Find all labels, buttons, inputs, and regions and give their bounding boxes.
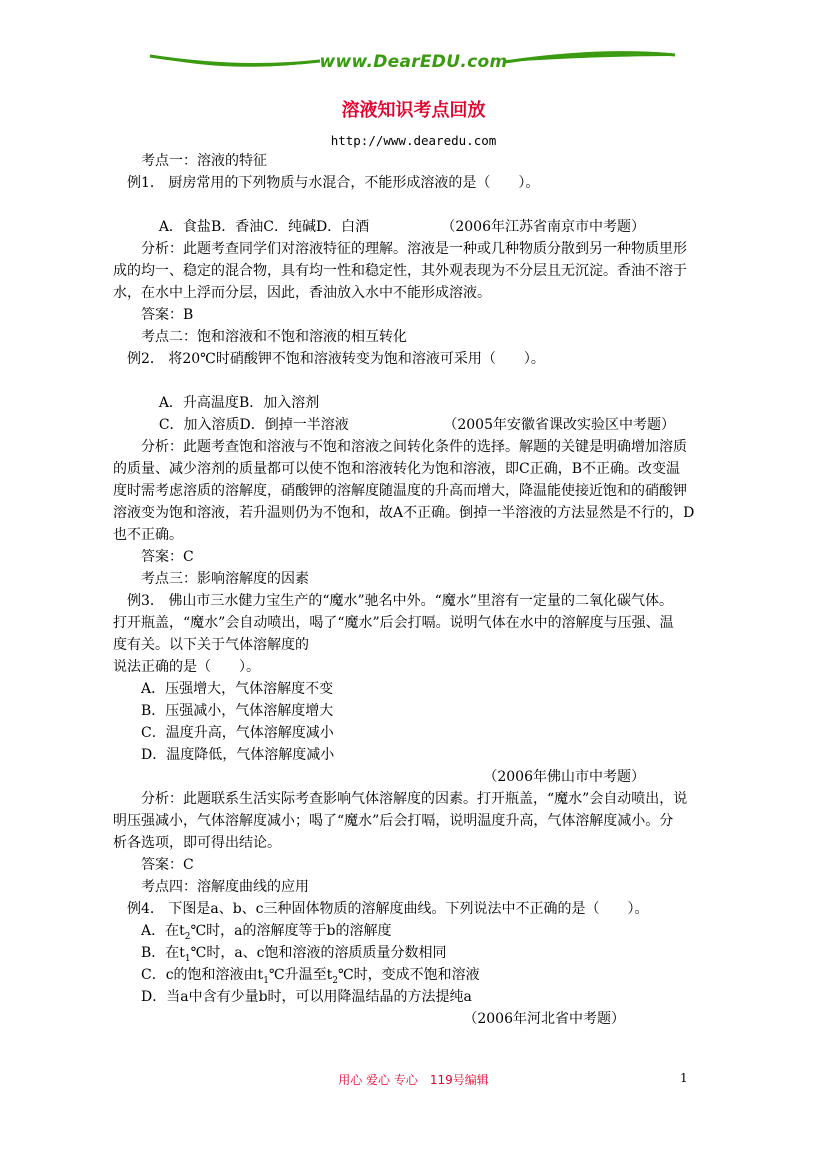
analysis-line: 水，在水中上浮而分层，因此，香油放入水中不能形成溶液。 xyxy=(113,285,491,301)
question-text: 度有关。以下关于气体溶解度的 xyxy=(113,637,309,653)
option-text: C．c的饱和溶液由t xyxy=(141,967,264,983)
option: B．加入溶剂 xyxy=(238,395,320,411)
source-note: （2006年河北省中考题） xyxy=(463,1011,625,1027)
analysis-line: 成的均一、稳定的混合物，具有均一性和稳定性，其外观表现为不分层且无沉淀。香油不溶于 xyxy=(113,263,687,279)
answer: 答案：B xyxy=(141,307,194,323)
page-footer: 用心 爱心 专心 119号编辑 xyxy=(338,1073,489,1087)
option: A．升高温度 xyxy=(158,395,239,411)
question-text: 打开瓶盖，“魔水”会自动喷出，喝了“魔水”后会打嗝。说明气体在水中的溶解度与压强、温 xyxy=(113,615,674,631)
subscript: 1 xyxy=(263,975,269,986)
subscript: 2 xyxy=(184,931,191,942)
option: C．纯碱 xyxy=(263,219,316,235)
section-heading: 考点二：饱和溶液和不饱和溶液的相互转化 xyxy=(141,329,407,345)
source-note: （2006年江苏省南京市中考题） xyxy=(441,219,645,235)
question-text: 例2． 将20℃时硝酸钾不饱和溶液转变为饱和溶液可采用（ ）。 xyxy=(127,351,545,367)
source-note: （2006年佛山市中考题） xyxy=(483,769,645,785)
analysis-line: 的质量、减少溶剂的质量都可以使不饱和溶液转化为饱和溶液，即C正确，B不正确。改变温 xyxy=(113,461,680,477)
option-text: ℃时，变成不饱和溶液 xyxy=(337,967,480,983)
option: B．香油 xyxy=(210,219,264,235)
analysis-line: 溶液变为饱和溶液，若升温则仍为不饱和，故A不正确。倒掉一半溶液的方法显然是不行的，D xyxy=(113,505,695,521)
analysis-line: 也不正确。 xyxy=(113,527,183,543)
question-text: 例3． 佛山市三水健力宝生产的“魔水”驰名中外。“魔水”里溶有一定量的二氧化碳气体。 xyxy=(127,593,673,609)
option xyxy=(113,964,715,986)
option-text: B．在t xyxy=(141,945,185,961)
answer: 答案：C xyxy=(141,857,194,873)
analysis-line: 度时需考虑溶质的溶解度，硝酸钾的溶解度随温度的升高而增大，降温能使接近饱和的硝酸钾 xyxy=(113,483,687,499)
options-row xyxy=(113,370,715,411)
question-text: 例4． 下图是a、b、c三种固体物质的溶解度曲线。下列说法中不正确的是（ ）。 xyxy=(127,901,649,917)
option: B．压强减小，气体溶解度增大 xyxy=(141,703,334,719)
answer: 答案：C xyxy=(141,549,194,565)
document-url[interactable]: http://www.dearedu.com xyxy=(330,133,497,148)
analysis-line: 分析：此题联系生活实际考查影响气体溶解度的因素。打开瓶盖，“魔水”会自动喷出，说 xyxy=(141,791,688,807)
option: D．白酒 xyxy=(315,219,370,235)
subscript: 2 xyxy=(332,975,338,986)
option: A．食盐 xyxy=(158,219,211,235)
option: D．当a中含有少量b时，可以用降温结晶的方法提纯a xyxy=(141,989,472,1005)
section-heading: 考点一：溶液的特征 xyxy=(141,153,267,169)
site-name[interactable]: www.DearEDU.com xyxy=(319,52,508,72)
source-note: （2005年安徽省课改实验区中考题） xyxy=(443,417,675,433)
option: C．温度升高，气体溶解度减小 xyxy=(141,725,334,741)
analysis-line: 明压强减小，气体溶解度减小；喝了“魔水”后会打嗝，说明温度升高，气体溶解度减小。分 xyxy=(113,813,674,829)
question-text: 例1． 厨房常用的下列物质与水混合，不能形成溶液的是（ ）。 xyxy=(127,175,540,191)
option-text: ℃升温至t xyxy=(268,967,333,983)
site-header xyxy=(0,48,827,78)
option: A．压强增大，气体溶解度不变 xyxy=(141,681,334,697)
document-body xyxy=(113,150,715,1030)
option: D．倒掉一半溶液 xyxy=(239,417,349,433)
option: C．加入溶质 xyxy=(158,417,240,433)
section-heading: 考点三：影响溶解度的因素 xyxy=(141,571,309,587)
analysis-line: 分析：此题考查同学们对溶液特征的理解。溶液是一种或几种物质分散到另一种物质里形 xyxy=(141,241,687,257)
question-text: 说法正确的是（ ）。 xyxy=(113,659,260,675)
option-text: ℃时，a的溶解度等于b的溶解度 xyxy=(190,923,392,939)
option-text: ℃时，a、c饱和溶液的溶质质量分数相同 xyxy=(190,945,447,961)
option xyxy=(113,942,715,964)
subscript: 1 xyxy=(184,953,191,964)
section-heading: 考点四：溶解度曲线的应用 xyxy=(141,879,309,895)
option xyxy=(113,920,715,942)
document-title: 溶液知识考点回放 xyxy=(341,100,486,121)
analysis-line: 分析：此题考查饱和溶液与不饱和溶液之间转化条件的选择。解题的关键是明确增加溶质 xyxy=(141,439,687,455)
page-number: 1 xyxy=(680,1071,688,1085)
option: D．温度降低，气体溶解度减小 xyxy=(141,747,335,763)
analysis-line: 析各选项，即可得出结论。 xyxy=(113,835,281,851)
option-text: A．在t xyxy=(141,923,185,939)
